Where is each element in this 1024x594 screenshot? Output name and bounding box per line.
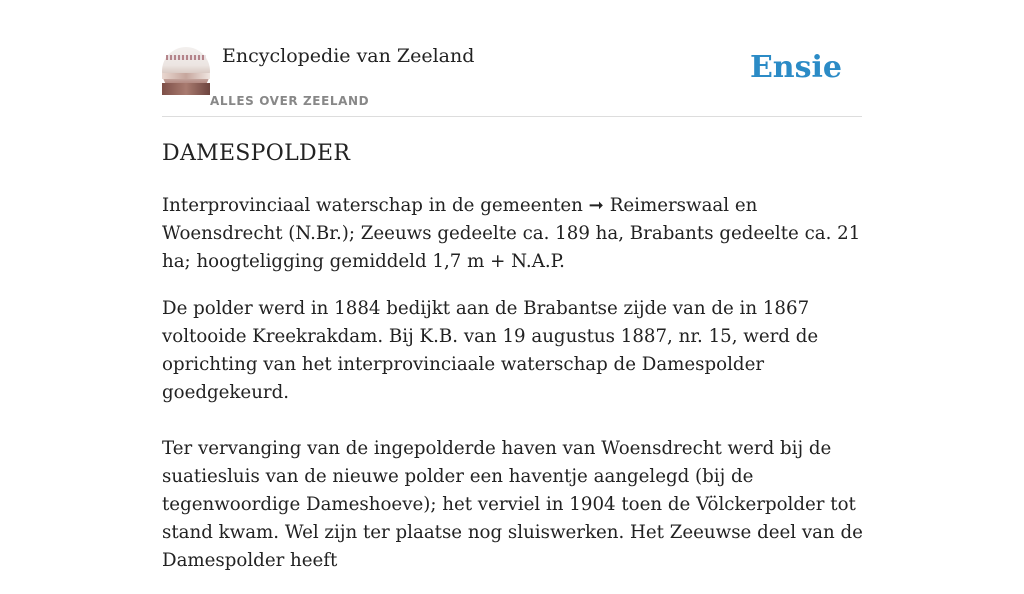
entry-paragraph: Interprovinciaal waterschap in de gemeenten ➞ Reimerswaal en Woensdrecht (N.Br.); Zeeuws gedeelte ca. 189 ha, Brabants gedeelte ca. 21 ha; hoogteligging gemiddeld 1,7 m + N.A.P.	[162, 195, 861, 272]
site-title[interactable]: Encyclopedie van Zeeland	[222, 45, 475, 67]
logo-detail	[162, 83, 210, 95]
logo-detail	[162, 73, 210, 79]
entry-content	[162, 138, 866, 594]
site-subtitle: ALLES OVER ZEELAND	[210, 94, 370, 108]
logo-detail	[166, 55, 206, 60]
ensie-brand-link[interactable]: Ensie	[749, 50, 842, 85]
entry-paragraph: Ter vervanging van de ingepolderde haven van Woensdrecht werd bij de suatiesluis van de nieuwe polder een haventje aangelegd (bij de tegenwoordige Dameshoeve); het verviel in 1904 toen de Völckerpolder tot stand kwam. Wel zijn ter plaatse nog sluiswerken. Het Zeeuwse deel van de Damespolder heeft	[162, 438, 863, 571]
site-header	[162, 0, 862, 117]
site-logo-icon[interactable]	[162, 47, 210, 95]
entry-paragraph: De polder werd in 1884 bedijkt aan de Brabantse zijde van de in 1867 voltooide Kreekrakdam. Bij K.B. van 19 augustus 1887, nr. 15, werd de oprichting van het interprovinciaale waterschap de Damespolder goedgekeurd.	[162, 298, 819, 403]
entry-title: DAMESPOLDER	[162, 141, 351, 166]
